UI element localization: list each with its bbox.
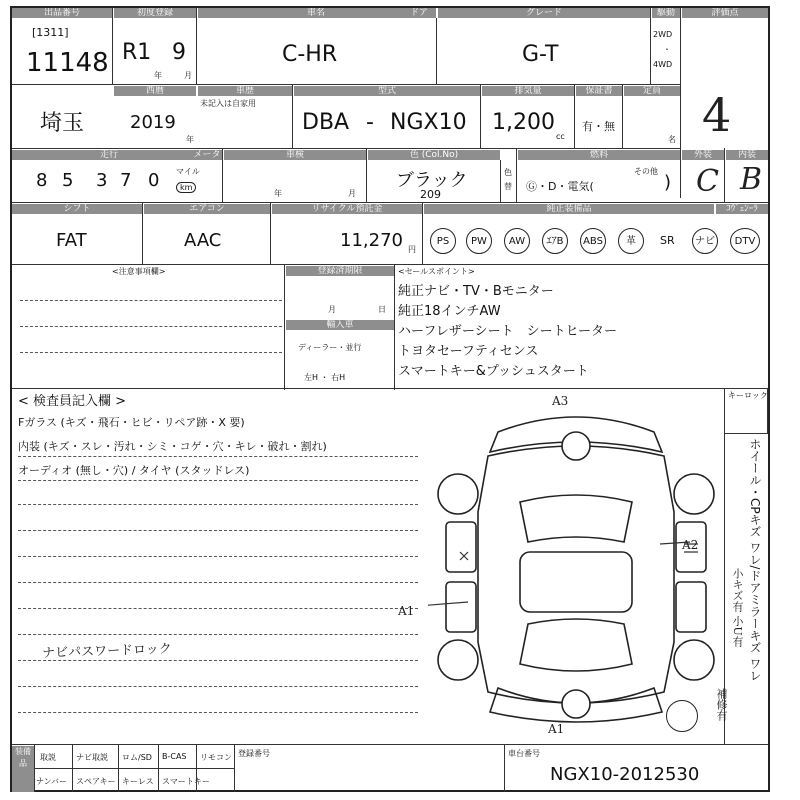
fuel-options: Ⓖ・D・電気( <box>526 180 594 193</box>
import-label: 輸入車 <box>286 320 394 330</box>
drive-label: 駆動 <box>652 8 680 18</box>
interior-label: 内装 <box>726 150 768 160</box>
mark-a3: A3 <box>552 394 569 408</box>
shift-label: シフト <box>12 204 142 214</box>
capacity-label: 定員 <box>624 86 680 96</box>
sales-point-2: 純正18インチAW <box>398 304 501 319</box>
sales-point-3: ハーフレザーシート シートヒーター <box>398 324 618 339</box>
first-reg-era: R1 <box>122 40 152 65</box>
recycle-label: リサイクル預託金 <box>272 204 422 214</box>
item-bcas: B-CAS <box>162 752 187 761</box>
sales-point-5: スマートキー&プッシュスタート <box>398 364 589 379</box>
chassis-number: NGX10-2012530 <box>550 764 700 785</box>
side-note-scratches: 小キズ有 小U有 <box>731 568 744 647</box>
recycle-unit: 円 <box>408 245 416 254</box>
shaken-month: 月 <box>348 189 356 198</box>
score-value: 4 <box>702 88 732 142</box>
item-rom-sd: ロム/SD <box>122 753 152 762</box>
mileage-digit-3: 3 <box>96 170 108 191</box>
auction-sheet <box>10 6 770 792</box>
registration-number-label: 登録番号 <box>238 749 270 758</box>
displacement-value: 1,200 <box>492 110 555 135</box>
model-label: 車名 <box>198 8 434 18</box>
sales-point-4: トヨタセーフティセンス <box>398 344 539 359</box>
mileage-digit-4: 7 <box>120 170 132 191</box>
shaken-label: 車検 <box>224 150 366 160</box>
warranty-label: 保証書 <box>576 86 622 96</box>
registration-label: 登録済期限 <box>286 266 394 276</box>
mileage-label: 走行 <box>12 150 206 160</box>
inspection-glass: Fガラス (キズ・飛石・ヒビ・リペア跡・X 要) <box>18 416 245 429</box>
type-code: NGX10 <box>390 110 467 135</box>
first-reg-month-unit: 月 <box>184 71 192 80</box>
fuel-other: その他 <box>634 167 658 176</box>
interior-grade: B <box>740 162 763 197</box>
sales-point-1: 純正ナビ・TV・Bモニター <box>398 284 554 299</box>
meter-label: メータ <box>193 150 221 160</box>
item-navi-manual: ナビ取説 <box>76 753 108 762</box>
year-value: 2019 <box>130 112 176 133</box>
displacement-unit: cc <box>556 132 565 141</box>
lot-label: 出品番号 <box>12 8 112 18</box>
registration-day: 日 <box>378 305 386 314</box>
mark-a2: A2 <box>682 538 699 552</box>
first-reg-year-unit: 年 <box>154 71 162 80</box>
inspection-audio: オーディオ (無し・穴) / タイヤ (スタッドレス) <box>18 464 250 477</box>
import-dealer: ディーラー・並行 <box>298 343 362 352</box>
door-label: ドア <box>402 8 436 18</box>
region-value: 埼玉 <box>40 111 85 136</box>
item-number-plate: ナンバー <box>36 777 68 786</box>
item-spare-key: スペアキー <box>76 777 116 786</box>
year-label: 西暦 <box>114 86 196 96</box>
displacement-label: 排気量 <box>482 86 574 96</box>
key-lock-label: キーロック <box>728 391 768 400</box>
first-reg-month: 9 <box>172 40 186 65</box>
mileage-unit-mile: マイル <box>176 167 200 176</box>
import-hand: 左H ・ 右H <box>304 373 346 382</box>
item-keyless: キーレス <box>122 777 154 786</box>
side-note-wheel-mirror: ホイール・CPキズ ワレ/ドアミラーキズ ワレ <box>748 438 762 682</box>
type-dash: - <box>366 110 374 135</box>
first-reg-label: 初度登録 <box>114 8 196 18</box>
fuel-close: ) <box>664 172 672 193</box>
color-number: 209 <box>420 188 441 201</box>
drive-2wd: 2WD <box>653 30 673 39</box>
equipment-label: 純正装備品 <box>424 204 714 214</box>
cap-label: ｺｳﾞｪﾝｰﾗ <box>716 204 768 214</box>
mark-a1-rear: A1 <box>548 722 565 736</box>
exterior-label: 外装 <box>682 150 724 160</box>
lot-code: [1311] <box>32 26 69 39</box>
type-prefix: DBA <box>302 110 350 135</box>
year-unit: 年 <box>186 135 194 144</box>
inspection-title: < 検査員記入欄 > <box>18 394 127 409</box>
equip-airbag: ｴｱB <box>542 228 568 254</box>
chassis-label: 車台番号 <box>508 749 540 758</box>
shift-value: FAT <box>56 230 87 251</box>
item-manual: 取説 <box>40 753 56 762</box>
recycle-value: 11,270 <box>340 230 403 251</box>
color-label: 色 (Col.No) <box>368 150 500 160</box>
equip-aw: AW <box>504 228 530 254</box>
mileage-digit-1: 8 <box>36 170 48 191</box>
equip-navi: ナビ <box>692 228 718 254</box>
capacity-unit: 名 <box>668 135 676 144</box>
side-note-repair: 補修有 <box>715 688 728 721</box>
registration-month: 月 <box>328 305 336 314</box>
exterior-grade: C <box>696 164 719 199</box>
mark-a1-side: A1 <box>398 604 415 618</box>
spare-wheel-circle <box>666 700 698 732</box>
warranty-value: 有・無 <box>582 120 615 133</box>
item-smart-key: スマートキー <box>162 777 210 786</box>
color-value: ブラック <box>396 170 468 191</box>
inspection-interior: 内装 (キズ・スレ・汚れ・シミ・コゲ・穴・キレ・破れ・割れ) <box>18 440 327 453</box>
grade-value: G-T <box>522 42 559 67</box>
history-label: 車歴 <box>198 86 292 96</box>
equipment-header: 装備品 <box>12 746 34 792</box>
caution-label: <注意事項欄> <box>112 267 166 276</box>
color-change-label: 色替 <box>504 168 512 191</box>
equip-sr: SR <box>660 234 675 247</box>
shaken-year: 年 <box>274 189 282 198</box>
ac-value: AAC <box>184 230 222 251</box>
drive-dot: ・ <box>663 45 671 54</box>
item-remote: リモコン <box>200 753 232 762</box>
mileage-digit-2: 5 <box>62 170 74 191</box>
mileage-unit-km: km <box>176 182 196 193</box>
fuel-label: 燃料 <box>518 150 680 160</box>
score-label: 評価点 <box>682 8 768 18</box>
equip-dtv: DTV <box>730 228 760 254</box>
equip-pw: PW <box>466 228 492 254</box>
history-note: 未記入は自家用 <box>200 99 256 108</box>
equip-ps: PS <box>430 228 456 254</box>
grade-label: グレード <box>438 8 650 18</box>
lot-number: 11148 <box>26 48 109 78</box>
drive-4wd: 4WD <box>653 60 673 69</box>
model-name: C-HR <box>282 42 338 67</box>
equip-abs: ABS <box>580 228 606 254</box>
mileage-digit-5: 0 <box>148 170 160 191</box>
equip-leather: 革 <box>618 228 644 254</box>
ac-label: エアコン <box>144 204 270 214</box>
car-diagram <box>428 392 724 738</box>
sales-label: <セールスポイント> <box>398 267 475 276</box>
type-label: 型式 <box>294 86 480 96</box>
handwritten-note: ナビパスワードロック <box>41 641 173 662</box>
